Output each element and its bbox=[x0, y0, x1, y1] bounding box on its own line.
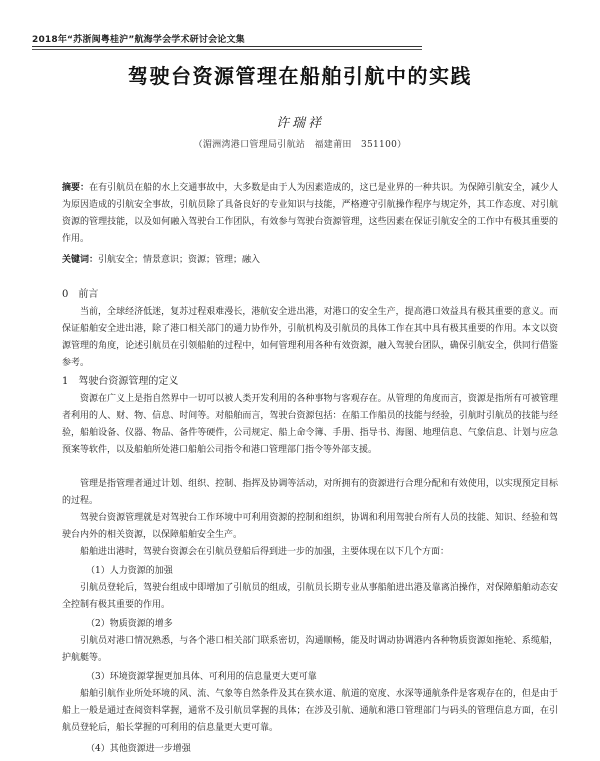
subsection-heading: （3）环境资源掌握更加具体、可利用的信息量更大更可靠 bbox=[86, 672, 317, 682]
paper-title: 驾驶台资源管理在船舶引航中的实践 bbox=[128, 64, 472, 88]
running-header: 2018年“苏浙闽粤桂沪”航海学会学术研讨会论文集 bbox=[32, 35, 245, 45]
abstract bbox=[62, 180, 558, 248]
abstract-text: 在有引航员在船的水上交通事故中，大多数是由于人为因素造成的，这已是业界的一种共识。为保障引航安全，减少人为原因造成的引航安全事故，引航员除了具备良好的专业知识与技能，严格遵守引航操作程序与规定外，其工作态度、对引航资源的管理技能，以及如何融入驾驶台工作团队，有效参与驾驶台资源管理，这些因素在保证引航安全的工作中有极其重要的作用。 bbox=[62, 183, 558, 244]
keywords bbox=[62, 252, 260, 265]
subsection-paragraph: 船舶引航作业所处环境的风、流、气象等自然条件及其在狭水道、航道的宽度、水深等通航条件是客观存在的，但是由于船上一般是通过查阅资料掌握，通常不及引航员掌握的具体；在涉及引航、通航和港口管理部门与码头的管理信息方面，在引航员登轮后，船长掌握的可利用的信息量更大更可靠。 bbox=[62, 689, 558, 733]
subsection-paragraph: 引航员对港口情况熟悉，与各个港口相关部门联系密切，沟通顺畅，能及时调动协调港内各种物质资源如拖轮、系缆船，护航艇等。 bbox=[62, 636, 558, 663]
header-rule-thin bbox=[32, 49, 422, 50]
author-name: 许瑞祥 bbox=[275, 116, 324, 131]
section-paragraph: 当前，全球经济低迷，复苏过程艰难漫长，港航安全进出港，对港口的安全生产，提高港口效益具有极其重要的意义。而保证船舶安全进出港，除了港口相关部门的通力协作外，引航机构及引航员的具体工作在其中具有极其重要的作用。本文以资源管理的角度，论述引航员在引领船舶的过程中，如何管理利用各种有效资源，融入驾驶台团队，确保引航安全，供同行借鉴参考。 bbox=[62, 307, 558, 368]
keywords-text: 引航安全；情景意识；资源；管理；融入 bbox=[98, 255, 261, 265]
subsection-heading: （4）其他资源进一步增强 bbox=[86, 744, 191, 754]
section-paragraph: 资源在广义上是指自然界中一切可以被人类开发利用的各种事物与客观存在。从管理的角度而言，资源是指所有可被管理者利用的人、财、物、信息、时间等。对船舶而言，驾驶台资源包括：在船工作船员的技能与经验，引航时引航员的技能与经验，船舶设备、仪器、物品、备件等硬件，公司规定、船上命令簿、手册、指导书、海图、地理信息、气象信息、计划与应急预案等软件，以及船舶所处港口船舶公司指令和港口管理部门指令等外部支援。 bbox=[62, 394, 558, 455]
author-affiliation: （湄洲湾港口管理局引航站 福建莆田 351100） bbox=[193, 140, 407, 150]
section-paragraph: 船舶进出港时，驾驶台资源会在引航员登船后得到进一步的加强，主要体现在以下几个方面： bbox=[80, 547, 450, 557]
section-paragraph: 驾驶台资源管理就是对驾驶台工作环境中可利用资源的控制和组织，协调和利用驾驶台所有人员的技能、知识、经验和驾驶台内外的相关资源，以保障船舶安全生产。 bbox=[62, 513, 558, 540]
section-heading-preface: 0 前言 bbox=[62, 289, 99, 300]
abstract-label: 摘要： bbox=[62, 183, 90, 193]
subsection-heading: （1）人力资源的加强 bbox=[86, 566, 173, 576]
keywords-label: 关键词： bbox=[62, 255, 99, 265]
section-heading-definition: 1 驾驶台资源管理的定义 bbox=[62, 376, 179, 387]
subsection-heading: （2）物质资源的增多 bbox=[86, 619, 173, 629]
section-paragraph: 管理是指管理者通过计划、组织、控制、指挥及协调等活动，对所拥有的资源进行合理分配和有效使用，以实现预定目标的过程。 bbox=[62, 479, 558, 506]
header-rule bbox=[32, 46, 422, 47]
subsection-paragraph: 引航员登轮后，驾驶台组成中即增加了引航员的组成，引航员长期专业从事船舶进出港及靠离泊操作，对保障船舶动态安全控制有极其重要的作用。 bbox=[62, 583, 558, 610]
